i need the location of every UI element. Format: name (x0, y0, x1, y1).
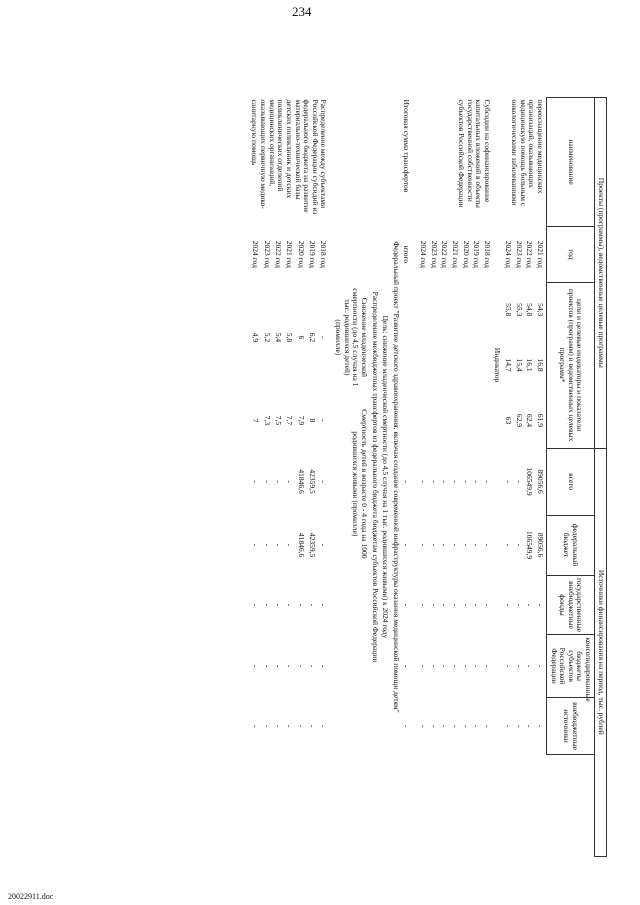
indicator-1-cell: 5,8 (285, 332, 295, 343)
header-federal: федеральный бюджет (547, 515, 595, 575)
offbudget-cell: - (307, 603, 317, 607)
total-cell: 42359,5 (307, 469, 317, 494)
total-cell: - (514, 480, 524, 483)
offbudget-cell: - (419, 603, 429, 607)
federal-cell: - (419, 543, 429, 547)
year-cell: 2019 год (307, 240, 317, 268)
section2-name: Субсидии на софинансирование капитальных вложений в объекты государственной собственности субъектов Российской Федерации (457, 99, 492, 208)
header-goals: цели и целевые индикаторы и показатели проектов (программ) и ведомственных целевых программ* (547, 282, 595, 448)
year-cell: 2024 год (419, 240, 429, 268)
indicator-2-cell: 7 (251, 418, 261, 423)
header-offbudget: государственные внебюджетные фонды (547, 575, 595, 635)
value-cell: 16,8 (536, 358, 545, 372)
offbudget-cell: - (525, 603, 535, 607)
header-consolidated: консолидированные бюджеты субъектов Российской Федерации (547, 635, 595, 697)
consolidated-cell: - (472, 664, 482, 668)
federal-cell: - (440, 543, 450, 547)
header-other: внебюджетные источники (547, 697, 595, 755)
total-cell: 41846,6 (296, 469, 306, 494)
other-cell: - (536, 724, 545, 728)
distribution-title: Распределение межбюджетных трансфертов из федерального бюджета бюджетам субъектов Российской Федерации (370, 291, 380, 663)
offbudget-cell: - (440, 603, 450, 607)
year-cell: 2022 год (273, 240, 283, 268)
consolidated-cell: - (262, 664, 272, 668)
other-cell: - (429, 724, 439, 728)
federal-cell: - (273, 543, 283, 547)
other-cell: - (251, 724, 261, 728)
indicator-1-cell: 4,9 (251, 332, 261, 343)
other-cell: - (482, 724, 492, 728)
other-cell: - (472, 724, 482, 728)
offbudget-cell: - (429, 603, 439, 607)
federal-cell: - (402, 543, 412, 547)
consolidated-cell: - (307, 664, 317, 668)
project-title: Федеральный проект "Развитие детского здравоохранения, включая создание современной инфраструктуры оказания медицинской помощи детям" (391, 241, 401, 713)
rotated-table-page (32, 97, 607, 857)
project-goal: Цель: снижение младенческой смертности (до 4,5 случая на 1 тыс. родившихся живыми) к 2024 году (381, 315, 391, 639)
table-row (402, 98, 419, 857)
offbudget-cell: - (451, 603, 460, 607)
year-cell: 2019 год (472, 240, 482, 268)
federal-cell: 42359,5 (307, 532, 317, 558)
other-cell: - (262, 724, 272, 728)
federal-cell: 106549,9 (525, 530, 535, 560)
other-cell: - (525, 724, 535, 728)
consolidated-cell: - (482, 664, 492, 668)
total-cell: - (262, 480, 272, 483)
page-number: 234 (292, 4, 312, 19)
value-cell: 14,7 (504, 358, 514, 372)
offbudget-cell: - (296, 603, 306, 607)
total-cell: - (440, 480, 450, 483)
offbudget-cell: - (402, 603, 412, 607)
consolidated-cell: - (536, 664, 545, 668)
total-transfers-name: Итоговая сумма трансфертов (402, 99, 412, 193)
consolidated-cell: - (451, 664, 460, 668)
value-cell: 62,4 (525, 413, 535, 427)
indicator-2-cell: - (319, 419, 329, 422)
other-cell: - (296, 724, 306, 728)
federal-cell: - (251, 543, 261, 547)
indicator-1-header: Снижение младенческой смертности (до 4,5 случая на 1 тыс. родившихся детей) (промилле) (334, 288, 369, 387)
federal-cell: - (262, 543, 272, 547)
year-cell: 2024 год (504, 240, 514, 268)
other-cell: - (461, 724, 471, 728)
indicator-2-cell: 7,5 (273, 415, 283, 426)
year-cell: 2024 год (251, 240, 261, 268)
indicator-1-cell: - (319, 336, 329, 339)
other-cell: - (319, 724, 329, 728)
other-cell: - (402, 724, 412, 728)
offbudget-cell: - (514, 603, 524, 607)
indicator-2-cell: 7,7 (285, 415, 295, 426)
header-group-sources: Источники финансирования на период, тыс. рублей (595, 448, 607, 856)
consolidated-cell: - (525, 664, 535, 668)
total-cell: - (319, 480, 329, 483)
other-cell: - (307, 724, 317, 728)
value-cell: 62,9 (514, 413, 524, 427)
section3-name: Распределение между субъектами Российской Федерации субсидий из федерального бюджета на развитие материально-технической базы детских поликлиник и детских поликлинических отделений медицинских организаций, оказывающих первичную медико-санитарную помощь (250, 99, 329, 215)
year-cell: 2020 год (296, 240, 306, 268)
federal-cell: 89056,6 (536, 532, 545, 558)
consolidated-cell: - (461, 664, 471, 668)
indicator-1-cell: 5,2 (262, 332, 272, 343)
federal-cell: - (461, 543, 471, 547)
total-cell: - (419, 480, 429, 483)
year-cell: 2018 год (482, 240, 492, 268)
year-cell: 2020 год (461, 240, 471, 268)
federal-cell: - (504, 543, 514, 547)
consolidated-cell: - (402, 664, 412, 668)
total-cell: 89056,6 (536, 469, 545, 494)
consolidated-cell: - (285, 664, 295, 668)
value-cell: 63 (504, 416, 514, 425)
total-cell: - (482, 480, 492, 483)
total-cell: - (461, 480, 471, 483)
total-cell: - (429, 480, 439, 483)
indicator-1-cell: 6 (296, 335, 306, 340)
table-row (535, 98, 546, 857)
value-cell: 61,9 (536, 413, 545, 427)
federal-cell: - (472, 543, 482, 547)
indicator-1-cell: 6,2 (307, 332, 317, 343)
consolidated-cell: - (440, 664, 450, 668)
offbudget-cell: - (504, 603, 514, 607)
offbudget-cell: - (472, 603, 482, 607)
offbudget-cell: - (482, 603, 492, 607)
indicator-2-cell: 8 (307, 418, 317, 423)
header-total: всего (547, 448, 595, 515)
value-cell: 55,8 (504, 303, 514, 317)
indicator-label: Индикатор (493, 347, 503, 383)
total-cell: - (285, 480, 295, 483)
other-cell: - (285, 724, 295, 728)
indicator-2-header: Смертность детей в возрасте 0 - 4 года на 1000 родившихся живыми (промилле) (351, 409, 369, 559)
offbudget-cell: - (273, 603, 283, 607)
offbudget-cell: - (251, 603, 261, 607)
federal-cell: 41846,6 (296, 532, 306, 558)
other-cell: - (504, 724, 514, 728)
year-cell: 2021 год (536, 240, 545, 268)
other-cell: - (273, 724, 283, 728)
year-cell: 2021 год (451, 240, 460, 268)
other-cell: - (514, 724, 524, 728)
value-cell: 54,3 (536, 303, 545, 317)
offbudget-cell: - (262, 603, 272, 607)
year-cell: итого (402, 245, 412, 264)
year-cell: 2018 год (319, 240, 329, 268)
indicator-2-cell: 7,9 (296, 415, 306, 426)
year-cell: 2021 год (285, 240, 295, 268)
year-cell: 2023 год (262, 240, 272, 268)
total-cell: - (402, 480, 412, 483)
year-cell: 2022 год (440, 240, 450, 268)
value-cell: 16,1 (525, 358, 535, 372)
other-cell: - (451, 724, 460, 728)
indicator-1-cell: 5,4 (273, 332, 283, 343)
total-cell: - (504, 480, 514, 483)
header-year: год (547, 227, 595, 282)
consolidated-cell: - (514, 664, 524, 668)
year-cell: 2023 год (514, 240, 524, 268)
offbudget-cell: - (285, 603, 295, 607)
table-row (318, 98, 334, 857)
total-cell: 106549,9 (525, 467, 535, 496)
offbudget-cell: - (319, 603, 329, 607)
header-group-programs: Проекты (программы), ведомственные целевые программы (595, 98, 607, 449)
doc-code: 20022911.doc (8, 892, 54, 901)
offbudget-cell: - (461, 603, 471, 607)
consolidated-cell: - (273, 664, 283, 668)
year-cell: 2022 год (525, 240, 535, 268)
consolidated-cell: - (429, 664, 439, 668)
other-cell: - (419, 724, 429, 728)
federal-cell: - (451, 543, 460, 547)
federal-cell: - (514, 543, 524, 547)
total-cell: - (273, 480, 283, 483)
total-cell: - (251, 480, 261, 483)
other-cell: - (440, 724, 450, 728)
total-cell: - (451, 480, 460, 483)
financing-table (250, 97, 607, 857)
section1-name: переоснащение медицинских организаций, оказывающих медицинскую помощь больным с онкологическими заболеваниями (510, 99, 545, 207)
year-cell: 2023 год (429, 240, 439, 268)
header-name: наименование (547, 98, 595, 227)
table-row (482, 98, 493, 857)
federal-cell: - (285, 543, 295, 547)
indicator-2-cell: 7,3 (262, 415, 272, 426)
value-cell: 15,4 (514, 358, 524, 372)
consolidated-cell: - (504, 664, 514, 668)
consolidated-cell: - (251, 664, 261, 668)
value-cell: 55,3 (514, 303, 524, 317)
value-cell: 54,8 (525, 303, 535, 317)
offbudget-cell: - (536, 603, 545, 607)
consolidated-cell: - (319, 664, 329, 668)
consolidated-cell: - (296, 664, 306, 668)
federal-cell: - (482, 543, 492, 547)
federal-cell: - (319, 543, 329, 547)
total-cell: - (472, 480, 482, 483)
consolidated-cell: - (419, 664, 429, 668)
federal-cell: - (429, 543, 439, 547)
